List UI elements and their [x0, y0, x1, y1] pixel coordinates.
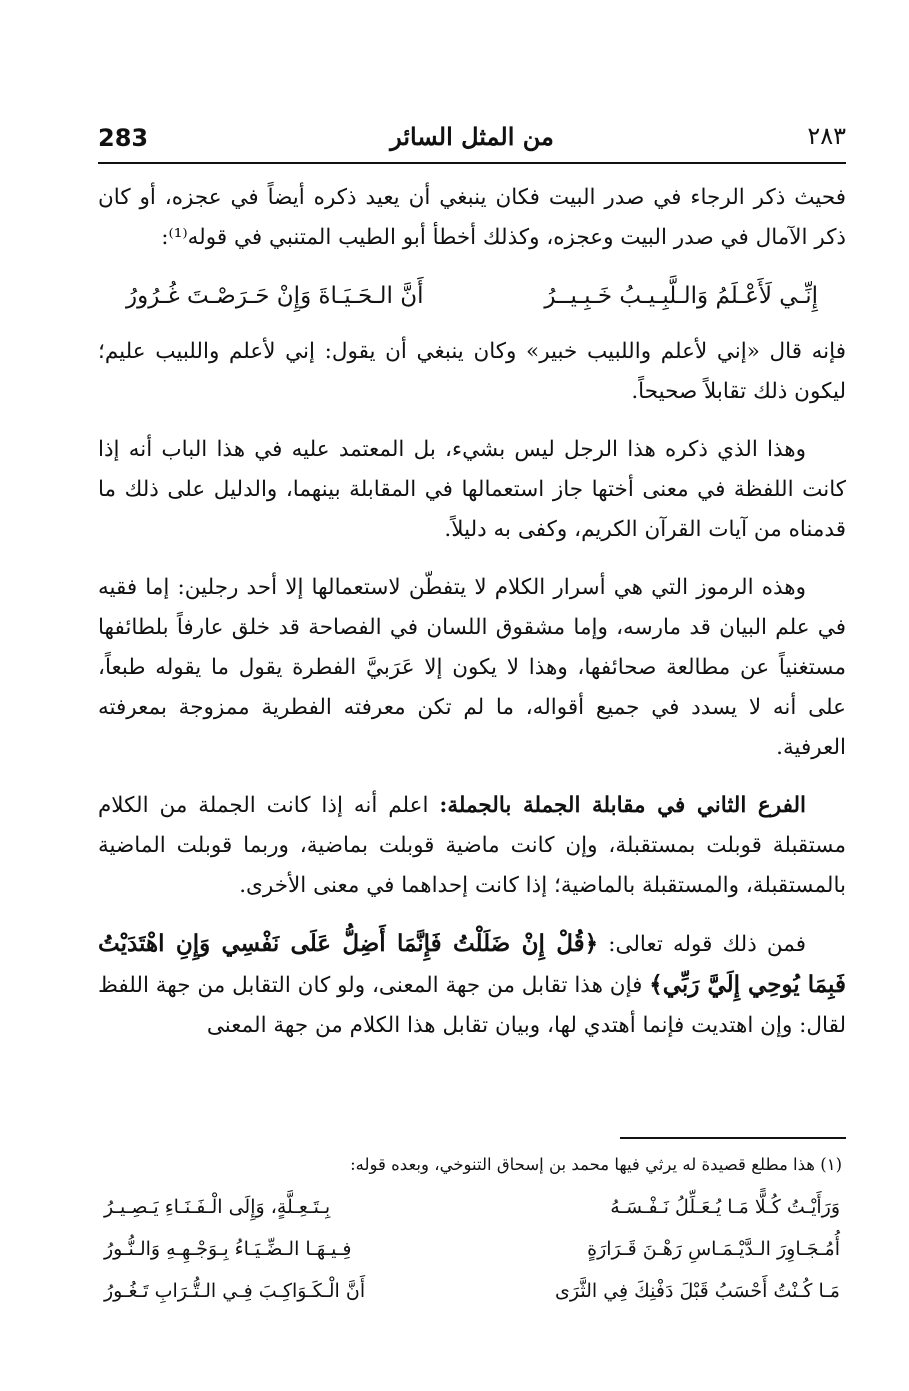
footnotes [98, 1152, 846, 1312]
footnote-verse-first: وَرَأَيْـتُ كُـلًّا مَـا يُـعَـلِّلُ نَـفْـسَـهُ [610, 1196, 840, 1218]
verse-1-second-hemistich: أَنَّ الـحَـيَـاةَ وَإِنْ حَـرَصْـتَ غُـرُورُ [126, 283, 424, 309]
paragraph-6-text: فإن هذا تقابل من جهة المعنى، ولو كان التقابل من جهة اللفظ لقال: وإن اهتديت فإنما أهتدي لها، وبيان تقابل هذا الكلام من جهة المعنى [98, 973, 846, 1038]
section-heading: الفرع الثاني في مقابلة الجملة بالجملة: [439, 793, 806, 818]
paragraph-4: وهذه الرموز التي هي أسرار الكلام لا يتفطّن لاستعمالها إلا أحد رجلين: إما فقيه في علم البيان قد مارسه، وإما مشقوق اللسان في الفصاحة قد خلق عارفاً بلطائفها مستغنياً عن مطالعة صحائفها، وهذا لا يكون إلا عَرَبيَّ الفطرة يقول ما يقوله طبعاً، على أنه لا يسدد في جميع أقواله، ما لم تكن معرفته الفطرية ممزوجة بمعرفته العرفية. [98, 575, 846, 760]
page-header [98, 122, 846, 164]
paragraph-6-lead: فمن ذلك قوله تعالى: [608, 932, 806, 957]
main-text [98, 178, 846, 1064]
footnote-verse-first: مَـا كُـنْتُ أَحْسَبُ قَبْلَ دَفْنِكَ فِي الثَّرَى [555, 1280, 840, 1302]
page-number-arabic: ٢٨٣ [807, 122, 846, 150]
paragraph-5-text: اعلم أنه إذا كانت الجملة من الكلام مستقبلة قوبلت بمستقبلة، وإن كانت ماضية قوبلت بماضية، وربما قوبلت الماضية بالمستقبلة، والمستقبلة بالماضية؛ إذا كانت إحداهما في معنى الأخرى. [98, 793, 846, 898]
paragraph-2: فإنه قال «إني لأعلم واللبيب خبير» وكان ينبغي أن يقول: إني لأعلم واللبيب عليم؛ ليكون ذلك تقابلاً صحيحاً. [98, 339, 846, 404]
footnote-separator [620, 1137, 846, 1139]
verse-1-first-hemistich: إِنِّـي لَأَعْـلَمُ وَالـلَّبِـيـبُ خَـبِـيــرُ [544, 283, 818, 309]
paragraph-5 [98, 786, 846, 906]
running-title: من المثل السائر [390, 122, 554, 151]
paragraph-3: وهذا الذي ذكره هذا الرجل ليس بشيء، بل المعتمد عليه في هذا الباب أنه إذا كانت اللفظة في معنى أختها جاز استعمالها في المقابلة بينهما، والدليل على ذلك ما قدمناه من آيات القرآن الكريم، وكفى به دليلاً. [98, 437, 846, 542]
paragraph-6 [98, 924, 846, 1046]
footnote-verse-second: أَنَّ الْـكَـوَاكِـبَ فِـي الـتُّـرَابِ تَـغُـورُ [104, 1280, 366, 1302]
verse-1 [126, 276, 818, 316]
footnote-verse [104, 1186, 840, 1228]
footnote-1-intro: (١) هذا مطلع قصيدة له يرثي فيها محمد بن إسحاق التنوخي، وبعده قوله: [350, 1155, 842, 1174]
footnote-verse-second: فِـيـهَـا الـضِّـيَـاءُ بِـوَجْـهِـهِ وَالـنُّـورُ [104, 1238, 352, 1260]
footnote-verse-second: بِـتَـعِـلَّةٍ، وَإِلَى الْـفَـنَـاءِ يَـصِـيـرُ [104, 1196, 331, 1218]
quran-verse: ﴿قُلْ إِنْ ضَلَلْتُ فَإِنَّمَا أَضِلُّ عَلَى نَفْسِي وَإِنِ اهْتَدَيْتُ فَبِمَا يُوحِي إِلَيَّ رَبِّي﴾ [98, 930, 846, 998]
footnote-verse [104, 1228, 840, 1270]
footnote-verse [104, 1270, 840, 1312]
paragraph-1: فحيث ذكر الرجاء في صدر البيت فكان ينبغي أن يعيد ذكره أيضاً في عجزه، أو كان ذكر الآمال في صدر البيت وعجزه، وكذلك أخطأ أبو الطيب المتنبي في قوله⁽¹⁾: [98, 185, 846, 250]
page-number-latin: 283 [98, 124, 149, 152]
footnote-verse-first: أُمُـجَـاوِرَ الـدَّيْـمَـاسِ رَهْـنَ قَـرَارَةٍ [587, 1238, 840, 1260]
